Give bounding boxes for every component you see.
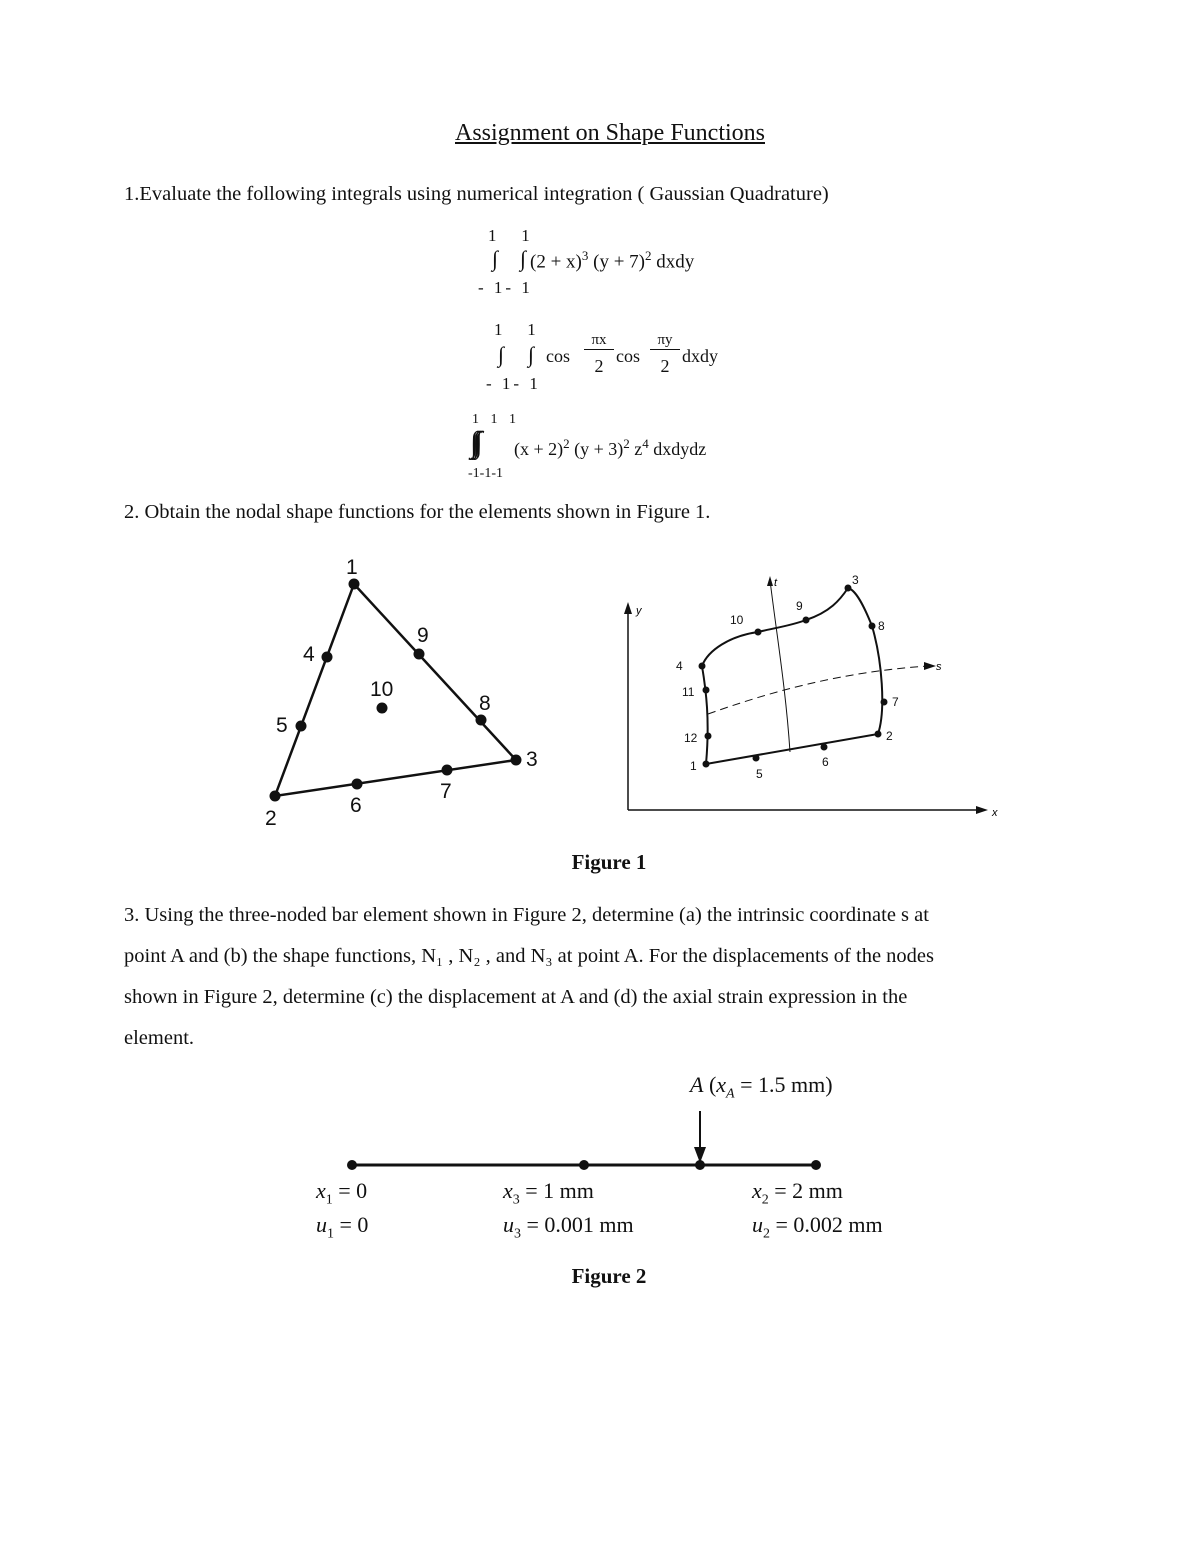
triangle-node-9 xyxy=(414,649,425,660)
x-sub: 1 xyxy=(325,1192,333,1208)
triangle-node-label-10: 10 xyxy=(370,678,394,701)
quad-node-6 xyxy=(821,744,828,751)
exponent: 4 xyxy=(642,436,649,451)
t-axis-line xyxy=(770,580,790,752)
figure-1-quad-element xyxy=(610,570,1010,825)
x-var: x xyxy=(503,1178,513,1203)
triple-integral-icon: ∫∫∫ xyxy=(470,426,477,459)
integral-3-lower-limits: -1-1-1 xyxy=(468,466,503,481)
exponent: 2 xyxy=(645,248,652,263)
integral-3-upper-limits: 1 1 1 xyxy=(472,412,520,427)
exponent: 3 xyxy=(581,248,589,263)
triangle-node-5 xyxy=(296,721,307,732)
bar-node-1 xyxy=(347,1160,357,1170)
quad-node-1 xyxy=(703,761,710,768)
question-3-text xyxy=(124,895,1064,1059)
node-3-labels xyxy=(503,1178,634,1243)
quad-node-5 xyxy=(753,755,760,762)
s-axis-label: s xyxy=(936,661,942,673)
cos-function: cos xyxy=(546,346,570,366)
question-2-prompt: 2. Obtain the nodal shape functions for the elements shown in Figure 1. xyxy=(124,501,711,523)
triangle-node-label-1: 1 xyxy=(346,556,358,579)
fraction-numerator: πx xyxy=(584,332,614,350)
integral-1-integrand xyxy=(530,248,694,273)
integral-1-lower-limits: - 1- 1 xyxy=(478,278,533,297)
triangle-node-label-8: 8 xyxy=(479,692,491,715)
quad-node-label-4: 4 xyxy=(676,659,683,673)
differential: dxdydz xyxy=(653,439,707,459)
x-var: x xyxy=(316,1178,326,1203)
triangle-node-label-6: 6 xyxy=(350,794,362,817)
question-3-line: 3. Using the three-noded bar element shown in Figure 2, determine (a) the intrinsic coordinate s at xyxy=(124,904,929,926)
quad-node-label-10: 10 xyxy=(730,613,744,627)
differential: dxdy xyxy=(682,346,718,366)
quad-node-label-7: 7 xyxy=(892,695,899,709)
quad-node-8 xyxy=(869,623,876,630)
quad-node-7 xyxy=(881,699,888,706)
quad-node-10 xyxy=(755,629,762,636)
triangle-node-4 xyxy=(322,652,333,663)
x-var: x xyxy=(752,1178,762,1203)
bar-node-2 xyxy=(811,1160,821,1170)
quad-node-label-5: 5 xyxy=(756,767,763,781)
quad-node-3 xyxy=(845,585,852,592)
triangle-outline xyxy=(275,584,516,796)
figure-2-bar-element xyxy=(340,1105,840,1175)
question-1-prompt: 1.Evaluate the following integrals using numerical integration ( Gaussian Quadrature) xyxy=(124,183,829,205)
x-value: = 0 xyxy=(338,1178,368,1203)
exponent: 2 xyxy=(563,436,570,451)
triangle-node-1 xyxy=(349,579,360,590)
quad-node-label-2: 2 xyxy=(886,729,893,743)
quad-node-11 xyxy=(703,687,710,694)
point-a-var: x xyxy=(716,1072,727,1097)
triangle-node-3 xyxy=(511,755,522,766)
y-axis-arrow-icon xyxy=(624,602,632,614)
u-value: = 0 xyxy=(339,1212,369,1238)
point-a-name: A xyxy=(690,1072,704,1097)
t-axis-label: t xyxy=(774,577,778,589)
x-axis-label: x xyxy=(992,807,998,819)
u-sub: 3 xyxy=(514,1226,521,1242)
integrand-term: z xyxy=(634,439,643,459)
page-title: Assignment on Shape Functions xyxy=(455,120,765,146)
x-value: = 1 mm xyxy=(525,1178,594,1203)
integral-sign-icon: ∫ xyxy=(520,246,527,271)
triangle-node-7 xyxy=(442,765,453,776)
integral-2-lower-limits: - 1- 1 xyxy=(486,374,541,393)
node-1-labels xyxy=(316,1178,368,1243)
u-value: = 0.001 mm xyxy=(526,1212,634,1238)
quad-node-label-8: 8 xyxy=(878,619,885,633)
y-axis-label: y xyxy=(636,605,642,617)
u-var: u xyxy=(503,1212,514,1238)
triangle-node-label-5: 5 xyxy=(276,714,288,737)
triangle-node-10 xyxy=(377,703,388,714)
exponent: 2 xyxy=(623,436,630,451)
triangle-node-label-9: 9 xyxy=(417,624,429,647)
quad-node-label-11: 11 xyxy=(682,685,695,699)
question-3-line: shown in Figure 2, determine (c) the displacement at A and (d) the axial strain expression in the xyxy=(124,986,908,1008)
integral-sign-icon: ∫ xyxy=(528,342,535,367)
triangle-node-label-7: 7 xyxy=(440,780,452,803)
x-axis-arrow-icon xyxy=(976,806,988,814)
triangle-node-label-4: 4 xyxy=(303,643,315,666)
question-3-line: point A and (b) the shape functions, N₁ , N₂ , and N₃ at point A. For the displacements of the nodes xyxy=(124,945,934,967)
quad-node-label-6: 6 xyxy=(822,755,829,769)
x-sub: 2 xyxy=(761,1192,769,1208)
integrand-term: (x + 2) xyxy=(514,439,564,459)
u-value: = 0.002 mm xyxy=(775,1212,883,1238)
quad-node-label-12: 12 xyxy=(684,731,698,745)
integral-2-upper-limits: 1 1 xyxy=(494,320,539,339)
fraction-numerator: πy xyxy=(650,332,680,350)
quad-node-9 xyxy=(803,617,810,624)
quad-node-2 xyxy=(875,731,882,738)
triangle-node-label-3: 3 xyxy=(526,748,538,771)
integral-sign-icon: ∫ xyxy=(492,246,499,271)
bar-node-a xyxy=(695,1160,705,1170)
bar-node-3 xyxy=(579,1160,589,1170)
t-axis-arrow-icon xyxy=(767,576,773,586)
u-sub: 1 xyxy=(327,1226,334,1242)
cos-function: cos xyxy=(616,346,640,366)
quad-node-label-9: 9 xyxy=(796,599,803,613)
figure-1-triangle-element xyxy=(260,550,560,840)
quad-node-12 xyxy=(705,733,712,740)
fraction-denominator: 2 xyxy=(594,356,604,376)
u-sub: 2 xyxy=(763,1226,770,1242)
u-var: u xyxy=(752,1212,763,1238)
x-value: = 2 mm xyxy=(774,1178,843,1203)
point-a-sub: A xyxy=(726,1086,735,1102)
quad-node-4 xyxy=(699,663,706,670)
point-a-value: = 1.5 mm) xyxy=(740,1072,833,1097)
point-a-label: A ($x_A = 1.5$ mm) xyxy=(690,1072,833,1102)
u-var: u xyxy=(316,1212,327,1238)
triangle-node-8 xyxy=(476,715,487,726)
integral-1-upper-limits: 1 1 xyxy=(488,226,533,245)
integrand-term: (y + 3) xyxy=(574,439,624,459)
fraction-denominator: 2 xyxy=(660,356,670,376)
question-3-line: element. xyxy=(124,1027,195,1049)
differential: dxdy xyxy=(656,251,695,273)
quad-node-label-1: 1 xyxy=(690,759,697,773)
integral-3-integrand xyxy=(514,436,706,460)
triangle-node-2 xyxy=(270,791,281,802)
node-2-labels xyxy=(752,1178,883,1243)
x-sub: 3 xyxy=(512,1192,520,1208)
figure-2-caption: Figure 2 xyxy=(571,1264,647,1288)
quad-node-label-3: 3 xyxy=(852,573,859,587)
triangle-node-label-2: 2 xyxy=(265,807,277,830)
figure-1-caption: Figure 1 xyxy=(571,850,647,874)
integrand-term: (2 + x) xyxy=(530,251,582,273)
s-axis-arrow-icon xyxy=(924,662,936,670)
integral-sign-icon: ∫ xyxy=(498,342,505,367)
triangle-node-6 xyxy=(352,779,363,790)
integrand-term: (y + 7) xyxy=(593,251,645,273)
